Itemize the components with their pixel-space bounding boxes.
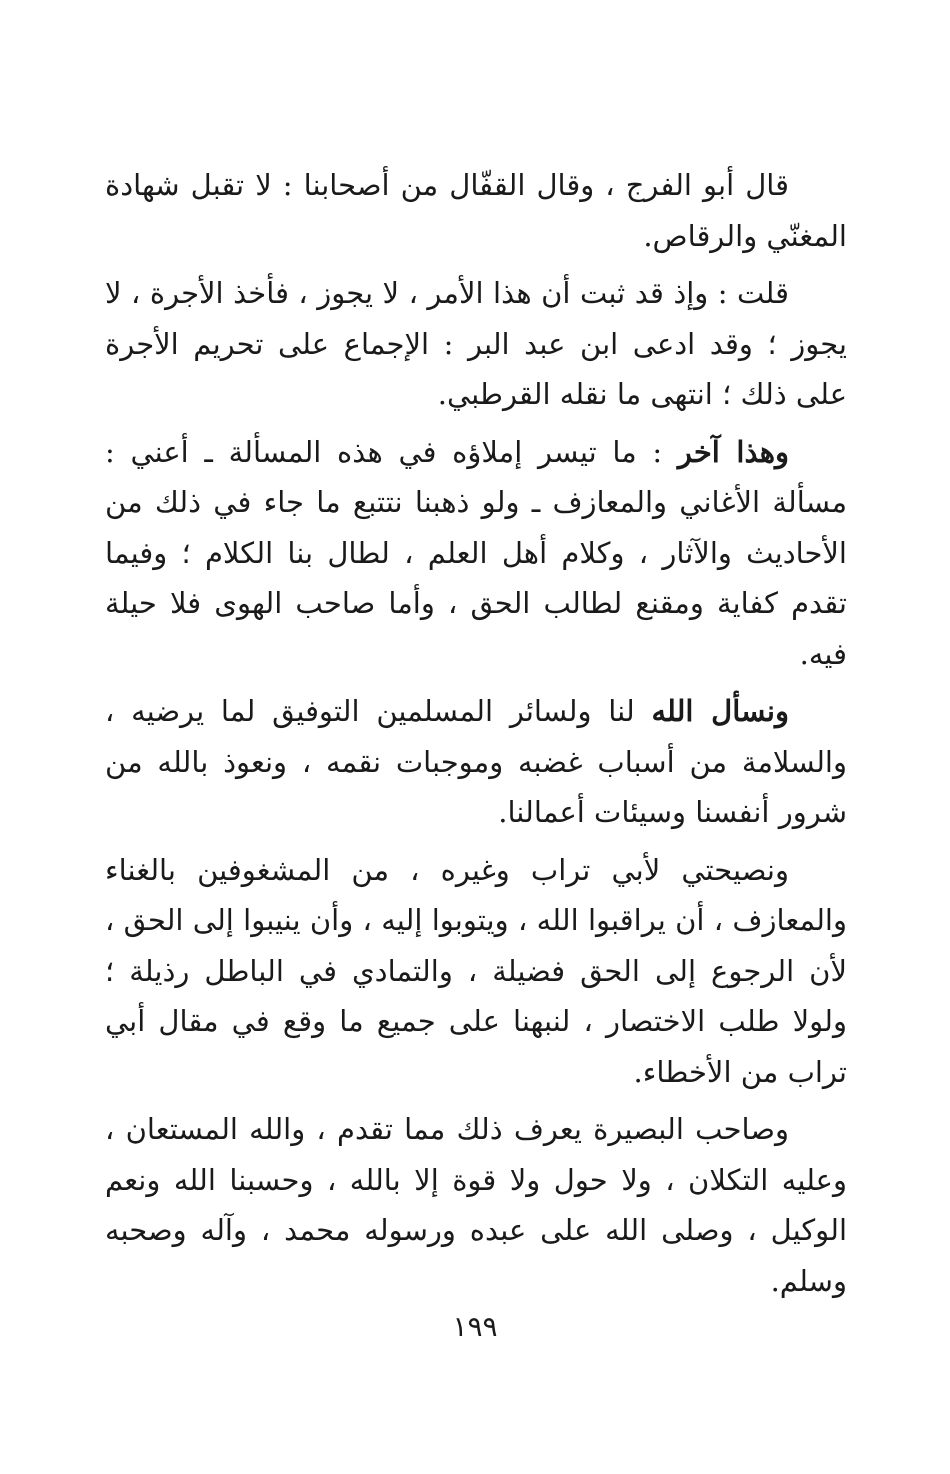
paragraph-5 [105, 845, 847, 1098]
paragraph-lead: وهذا آخر [677, 434, 789, 469]
page-number: ١٩٩ [452, 1310, 498, 1343]
paragraph-1 [105, 160, 847, 261]
paragraph-lead: ونسأل الله [651, 694, 789, 728]
paragraph-text: قلت : وإذ قد ثبت أن هذا الأمر ، لا يجوز ، فأخذ الأجرة ، لا يجوز ؛ وقد ادعى ابن عبد البر : الإجماع على تحريم الأجرة على ذلك ؛ انتهى ما نقله القرطبي. [105, 276, 847, 411]
paragraph-text: ونصيحتي لأبي تراب وغيره ، من المشغوفين بالغناء والمعازف ، أن يراقبوا الله ، ويتوبوا إليه ، وأن ينيبوا إلى الحق ، لأن الرجوع إلى الحق فضيلة ، والتمادي في الباطل رذيلة ؛ ولولا طلب الاختصار ، لنبهنا على جميع ما وقع في مقال أبي تراب من الأخطاء. [105, 852, 847, 1089]
paragraph-2 [105, 268, 847, 420]
body-text [105, 160, 847, 1313]
paragraph-text: وصاحب البصيرة يعرف ذلك مما تقدم ، والله المستعان ، وعليه التكلان ، ولا حول ولا قوة إلا بالله ، وحسبنا الله ونعم الوكيل ، وصلى الله على عبده ورسوله محمد ، وآله وصحبه وسلم. [105, 1112, 847, 1298]
paragraph-4 [105, 686, 847, 838]
paragraph-6 [105, 1104, 847, 1306]
paragraph-text: قال أبو الفرج ، وقال القفّال من أصحابنا : لا تقبل شهادة المغنّي والرقاص. [105, 168, 847, 253]
paragraph-text: : ما تيسر إملاؤه في هذه المسألة ـ أعني : مسألة الأغاني والمعازف ـ ولو ذهبنا نتتبع ما جاء في ذلك من الأحاديث والآثار ، وكلام أهل العلم ، لطال بنا الكلام ؛ وفيما تقدم كفاية ومقنع لطالب الحق ، وأما صاحب الهوى فلا حيلة فيه. [105, 434, 847, 671]
paragraph-3 [105, 427, 847, 680]
paragraph-text: لنا ولسائر المسلمين التوفيق لما يرضيه ، والسلامة من أسباب غضبه وموجبات نقمه ، ونعوذ بالله من شرور أنفسنا وسيئات أعمالنا. [105, 694, 847, 829]
